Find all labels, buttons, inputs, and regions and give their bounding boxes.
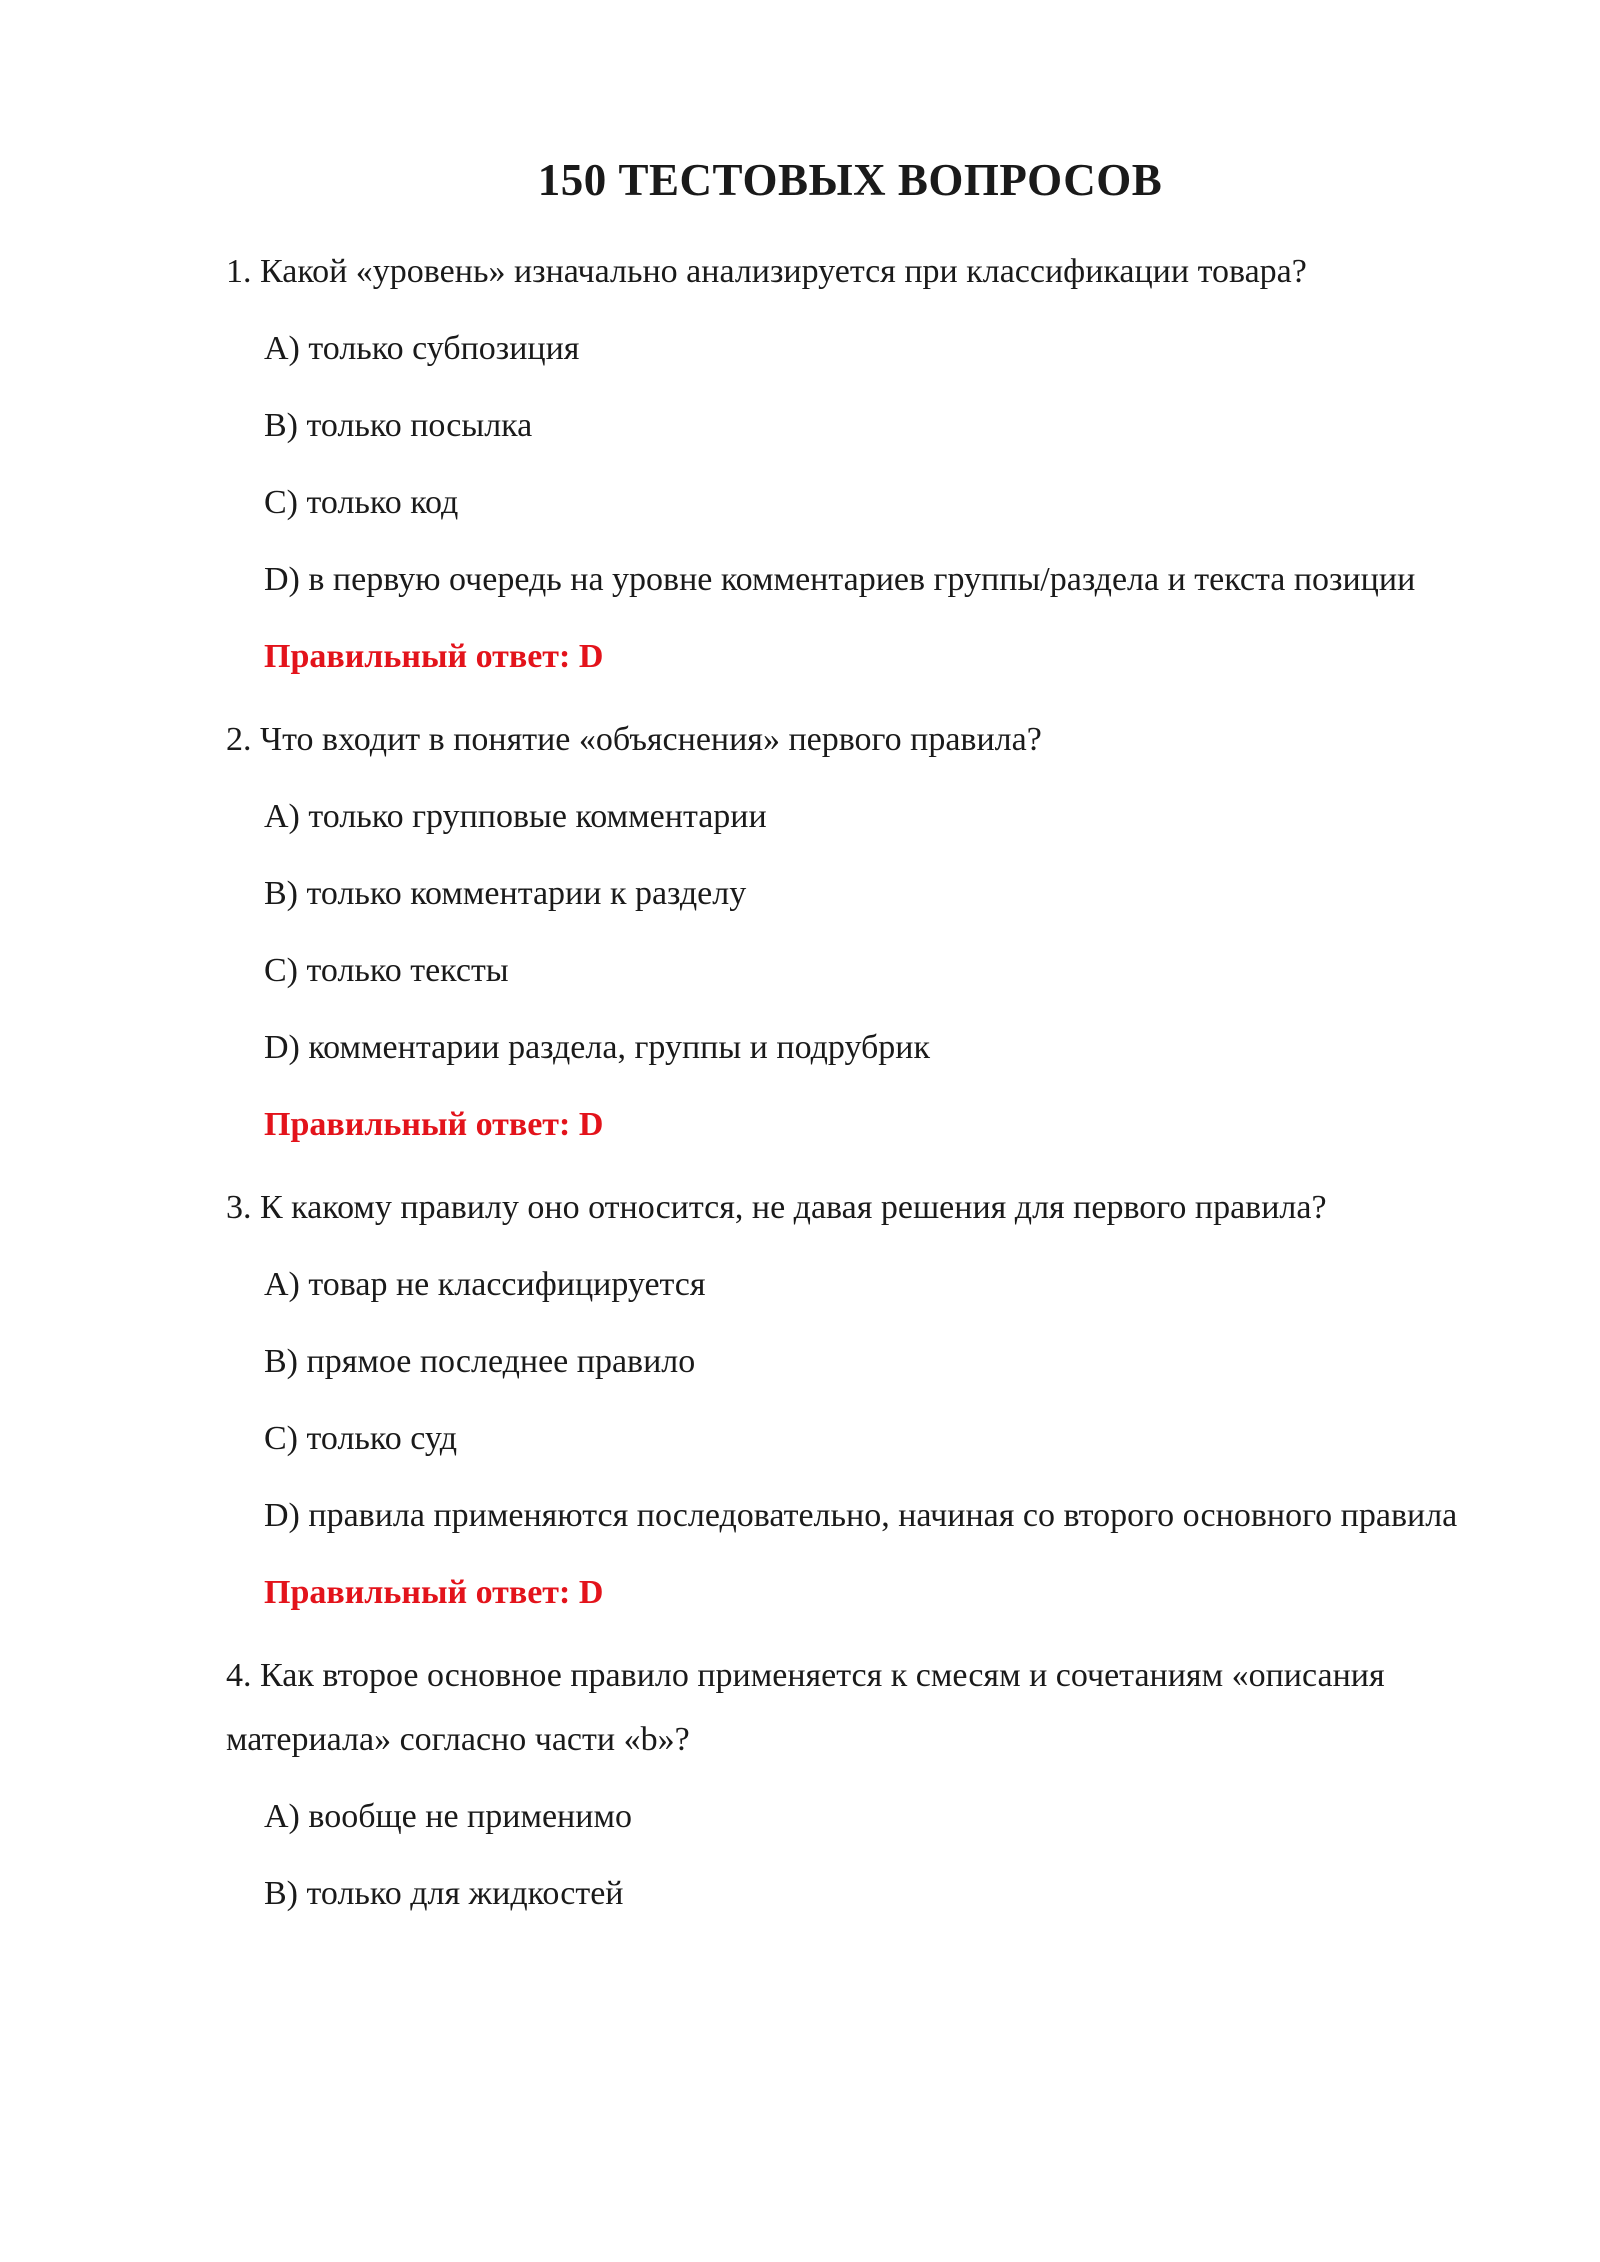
option-b: B) прямое последнее правило [264, 1343, 696, 1380]
option-c: C) только суд [264, 1420, 458, 1457]
option-b: B) только для жидкостей [264, 1875, 624, 1912]
option-a: A) товар не классифицируется [264, 1266, 706, 1303]
question-block-3 [226, 1176, 1476, 1618]
question-text: 4. Как второе основное правило применяется к смесям и сочетаниям «описания материала» согласно части «b»? [226, 1657, 1385, 1758]
correct-answer: Правильный ответ: D [264, 1574, 604, 1611]
correct-answer: Правильный ответ: D [264, 638, 604, 675]
options-list [226, 1260, 1476, 1541]
option-a: A) вообще не применимо [264, 1798, 632, 1835]
question-text: 3. К какому правилу оно относится, не давая решения для первого правила? [226, 1189, 1327, 1226]
option-b: B) только комментарии к разделу [264, 875, 747, 912]
question-list [226, 240, 1476, 1946]
options-list [226, 1792, 1476, 1919]
question-block-1 [226, 240, 1476, 682]
option-a: A) только субпозиция [264, 330, 580, 367]
correct-answer: Правильный ответ: D [264, 1106, 604, 1143]
question-text: 1. Какой «уровень» изначально анализируется при классификации товара? [226, 253, 1307, 290]
option-a: A) только групповые комментарии [264, 798, 767, 835]
question-block-4 [226, 1644, 1476, 1919]
options-list [226, 792, 1476, 1073]
option-d: D) комментарии раздела, группы и подрубрик [264, 1029, 931, 1066]
document-title: 150 ТЕСТОВЫХ ВОПРОСОВ [537, 155, 1163, 205]
option-c: C) только код [264, 484, 459, 521]
option-c: C) только тексты [264, 952, 509, 989]
option-d: D) в первую очередь на уровне комментариев группы/раздела и текста позиции [264, 561, 1416, 598]
options-list [226, 324, 1476, 605]
option-b: B) только посылка [264, 407, 533, 444]
option-d: D) правила применяются последовательно, начиная со второго основного правила [264, 1497, 1458, 1534]
question-block-2 [226, 708, 1476, 1150]
question-text: 2. Что входит в понятие «объяснения» первого правила? [226, 721, 1042, 758]
